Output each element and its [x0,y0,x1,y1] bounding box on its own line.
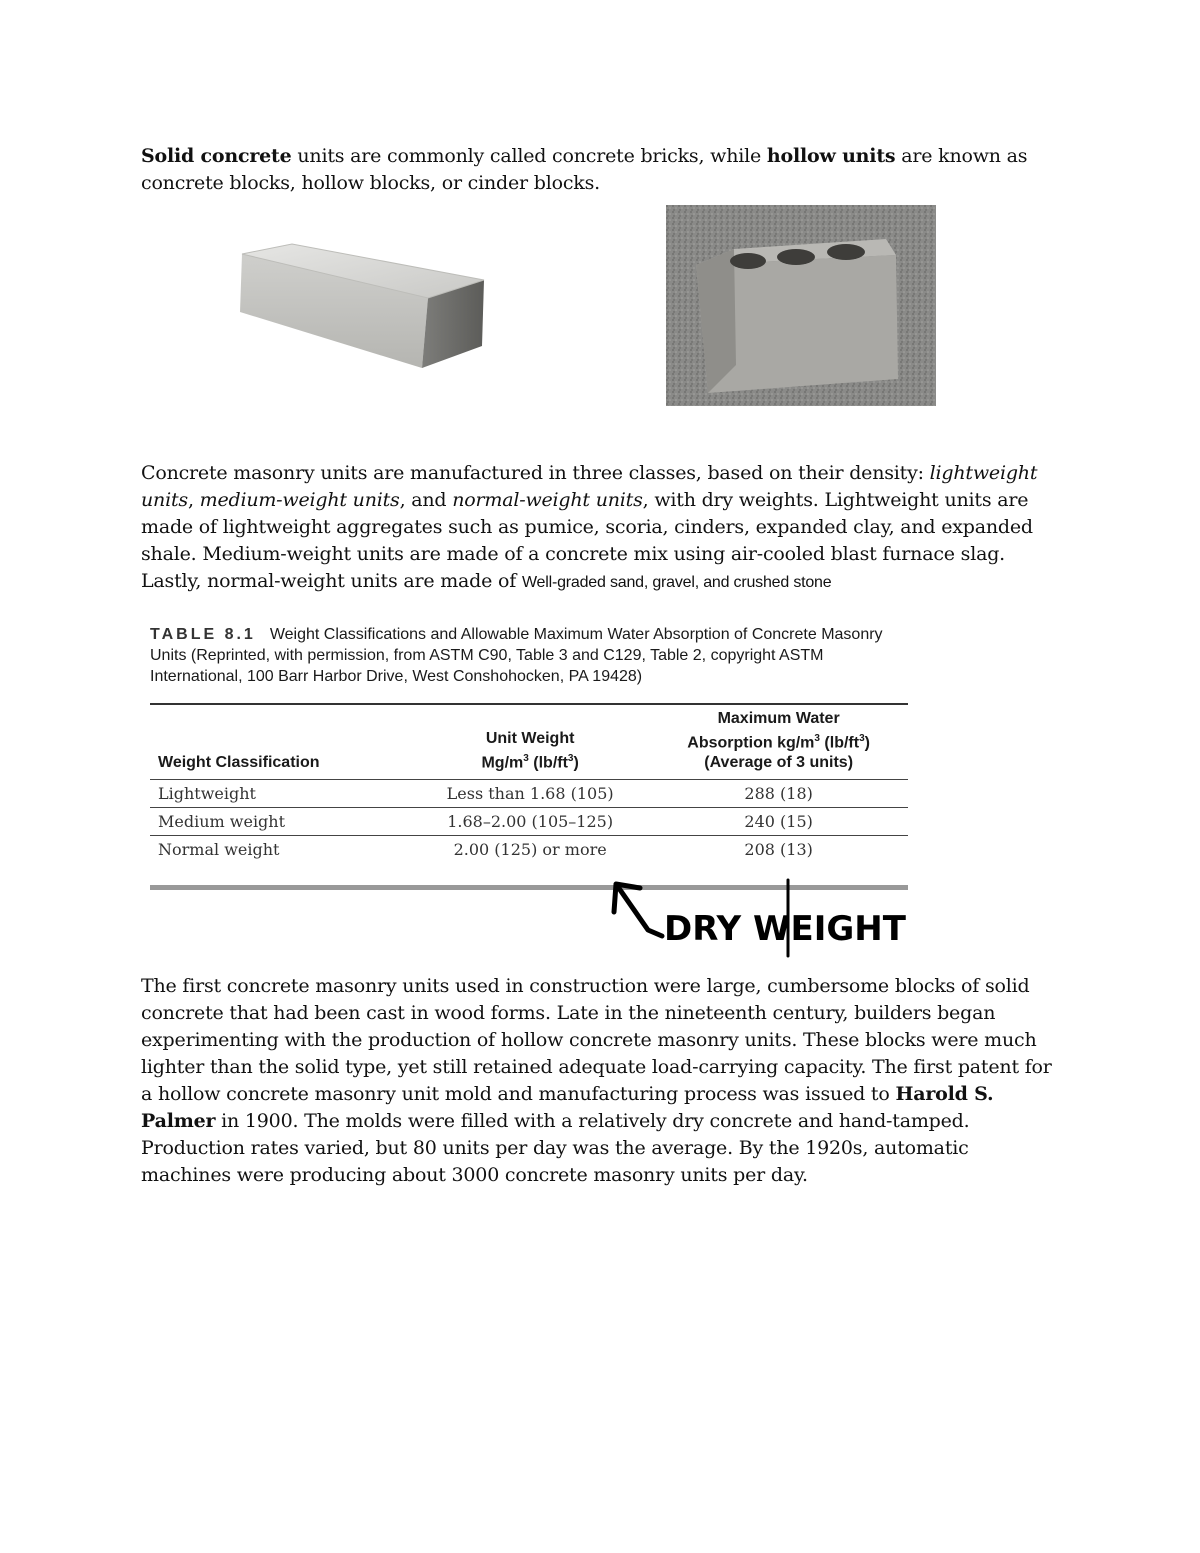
table-caption [150,624,910,687]
lightweight-units-term: lightweight units [141,462,1038,511]
cell-absorption: 288 (18) [649,780,908,808]
history-text-1: The first concrete masonry units used in construction were large, cumbersome blocks of solid concrete that had been cast in wood forms. Late in the nineteenth century, builders began experimenting with the production of hollow concrete masonry units. These blocks were much lighter than the solid type, yet still retained adequate load-carrying capacity. The first patent for a hollow concrete masonry unit mold and manufacturing process was issued to [141,975,1052,1105]
cell-unit-weight: Less than 1.68 (105) [411,780,649,808]
history-bold-name: Harold S. Palmer [141,1083,994,1132]
cell-absorption: 240 (15) [649,808,908,836]
header-unit-weight: Unit Weight $Mg/m^3$ $(lb/ft^3)$ [481,730,579,772]
header-absorption-line1: Maximum Water [717,710,840,727]
classes-text-3: , and [399,489,453,511]
hollow-block-image [666,205,936,406]
classes-text-4: , with dry weights. Lightweight units are made of lightweight aggregates such as pumice, scoria, cinders, expanded clay, and expanded shale. Medium-weight units are made of a concrete mix using air-cooled blast furnace slag. Lastly, normal-weight units are made of [141,489,1033,592]
intro-paragraph [141,143,1061,197]
intro-bold-solid: Solid concrete [141,145,292,167]
header-absorption-line3: (Average of 3 units) [704,754,854,772]
table-row [150,808,908,836]
header-absorption-unit: (lb/ft [824,734,860,752]
cell-unit-weight: 2.00 (125) or more [411,836,649,864]
cell-classification: Lightweight [150,780,411,808]
table-label: TABLE 8.1 [150,626,256,643]
table-row [150,836,908,864]
annotation-text: DRY WEIGHT [664,909,906,949]
weight-classification-table [150,703,908,890]
header-weight-classification: Weight Classification [158,754,320,772]
handwritten-dry-weight-annotation [600,872,990,962]
classes-text-2: , [187,489,200,511]
classes-text-1: Concrete masonry units are manufactured in three classes, based on their density: [141,462,930,484]
history-text-2: in 1900. The molds were filled with a relatively dry concrete and hand-tamped. Production rates varied, but 80 units per day was the average. By the 1920s, automatic machines were producing about 3000 concrete masonry units per day. [141,1110,970,1186]
classes-text-5: Well-graded sand, gravel, and crushed stone [521,574,832,591]
header-absorption-line2: Absorption kg/m [687,734,815,752]
cell-absorption: 208 (13) [649,836,908,864]
annotation-arrow-icon [614,884,662,936]
history-paragraph [141,973,1061,1189]
intro-bold-hollow: hollow units [766,145,896,167]
cell-unit-weight: 1.68–2.00 (105–125) [411,808,649,836]
normal-weight-units-term: normal-weight units [452,489,643,511]
cell-classification: Medium weight [150,808,411,836]
header-unit-weight-line2: Mg/m [481,754,524,772]
table-caption-text: Weight Classifications and Allowable Maximum Water Absorption of Concrete Masonry Units (Reprinted, with permission, from ASTM C90, Table 3 and C129, Table 2, copyright ASTM International, 100 Barr Harbor Drive, West Conshohocken, PA 19428) [150,626,883,685]
intro-text-1: units are commonly called concrete bricks, while [291,145,767,167]
medium-weight-units-term: medium-weight units [199,489,400,511]
table-row [150,780,908,808]
solid-brick-image [232,240,492,370]
cell-classification: Normal weight [150,836,411,864]
intro-text-2: are known as concrete blocks, hollow blocks, or cinder blocks. [141,145,1028,194]
header-unit-weight-unit: (lb/ft [533,754,568,772]
density-classes-paragraph [141,460,1061,596]
header-max-water-absorption: Maximum Water Absorption $kg/m^3$ $(lb/ft^3)$ (Average of 3 units) [687,710,870,772]
header-unit-weight-line1: Unit Weight [485,730,575,747]
